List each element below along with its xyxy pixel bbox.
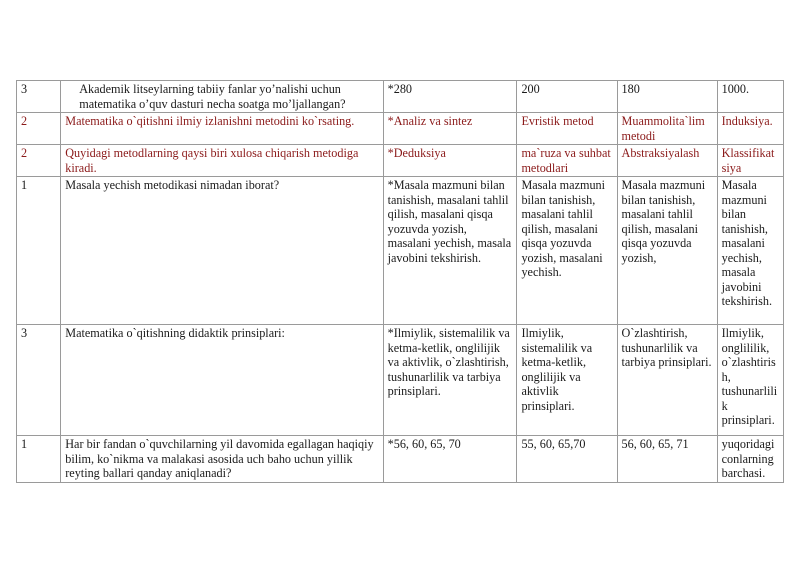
correct-answer-cell: *Analiz va sintez: [383, 113, 517, 145]
correct-answer-cell: *Masala mazmuni bilan tanishish, masalani tahlil qilish, masalani qisqa yozuvda yozish, masalani yechish, masala javobini tekshirish.: [383, 177, 517, 325]
question-cell: Masala yechish metodikasi nimadan iborat?: [61, 177, 383, 325]
answer-option-cell: Masala mazmuni bilan tanishish, masalani yechish, masala javobini tekshirish.: [717, 177, 783, 325]
difficulty-cell: 2: [17, 145, 61, 177]
correct-answer-cell: *280: [383, 81, 517, 113]
table-row: [17, 325, 784, 436]
answer-option-cell: 1000.: [717, 81, 783, 113]
answer-option-cell: Abstraksiyalash: [617, 145, 717, 177]
answer-option-cell: ma`ruza va suhbat metodlari: [517, 145, 617, 177]
answer-option-cell: yuqoridagi conlarning barchasi.: [717, 436, 783, 483]
table-row: [17, 145, 784, 177]
answer-option-cell: Masala mazmuni bilan tanishish, masalani tahlil qilish, masalani qisqa yozuvda yozish,: [617, 177, 717, 325]
question-cell: Matematika o`qitishning didaktik prinsiplari:: [61, 325, 383, 436]
test-questions-table: [16, 80, 784, 483]
answer-option-cell: Ilmiylik, onglililik, o`zlashtirish, tushunarlilik prinsiplari.: [717, 325, 783, 436]
question-cell: Matematika o`qitishni ilmiy izlanishni metodini ko`rsating.: [61, 113, 383, 145]
question-cell: Quyidagi metodlarning qaysi biri xulosa chiqarish metodiga kiradi.: [61, 145, 383, 177]
answer-option-cell: Masala mazmuni bilan tanishish, masalani tahlil qilish, masalani qisqa yozuvda yozish, masalani yechish.: [517, 177, 617, 325]
answer-option-cell: Evristik metod: [517, 113, 617, 145]
answer-option-cell: Klassifikatsiya: [717, 145, 783, 177]
answer-option-cell: O`zlashtirish, tushunarlilik va tarbiya prinsiplari.: [617, 325, 717, 436]
question-cell: Har bir fandan o`quvchilarning yil davomida egallagan haqiqiy bilim, ko`nikma va malakasi asosida uch baho uchun yillik reyting ballari qanday aniqlanadi?: [61, 436, 383, 483]
table-row: [17, 177, 784, 325]
correct-answer-cell: *Ilmiylik, sistemalilik va ketma-ketlik, onglilijik va aktivlik, o`zlashtirish, tushunarlilik va tarbiya prinsiplari.: [383, 325, 517, 436]
answer-option-cell: 200: [517, 81, 617, 113]
answer-option-cell: 56, 60, 65, 71: [617, 436, 717, 483]
correct-answer-cell: *56, 60, 65, 70: [383, 436, 517, 483]
answer-option-cell: 55, 60, 65,70: [517, 436, 617, 483]
difficulty-cell: 1: [17, 436, 61, 483]
answer-option-cell: Induksiya.: [717, 113, 783, 145]
table-row: [17, 81, 784, 113]
answer-option-cell: Ilmiylik, sistemalilik va ketma-ketlik, onglilijik va aktivlik prinsiplari.: [517, 325, 617, 436]
table-row: [17, 113, 784, 145]
correct-answer-cell: *Deduksiya: [383, 145, 517, 177]
difficulty-cell: 2: [17, 113, 61, 145]
difficulty-cell: 3: [17, 81, 61, 113]
question-cell: Akademik litseylarning tabiiy fanlar yo’nalishi uchun matematika o’quv dasturi necha soatga mo’ljallangan?: [61, 81, 383, 113]
answer-option-cell: 180: [617, 81, 717, 113]
difficulty-cell: 1: [17, 177, 61, 325]
table-row: [17, 436, 784, 483]
difficulty-cell: 3: [17, 325, 61, 436]
answer-option-cell: Muammolita`lim metodi: [617, 113, 717, 145]
